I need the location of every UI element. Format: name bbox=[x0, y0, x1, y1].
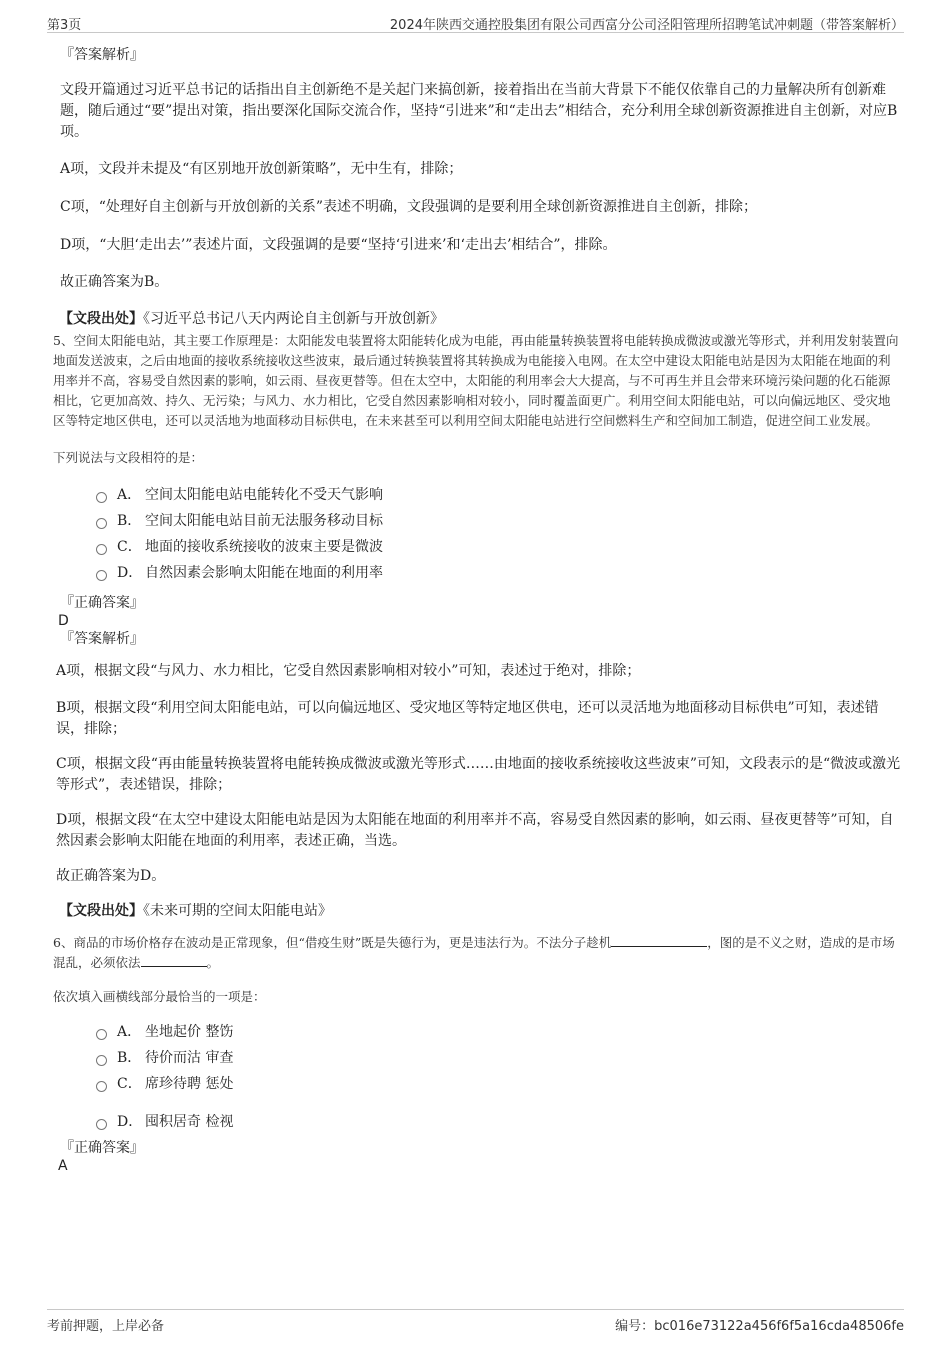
analysis-option-d: D项，根据文段“在太空中建设太阳能电站是因为太阳能在地面的利用率并不高，容易受自然因素的影响，如云雨、昼夜更替等”可知，自然因素会影响太阳能在地面的利用率，表述正确，当选。 bbox=[56, 812, 894, 849]
fill-blank-2 bbox=[141, 954, 207, 967]
question-5-text: 5、空间太阳能电站，其主要工作原理是：太阳能发电装置将太阳能转化成为电能，再由能量转换装置将电能转换成微波或激光等形式，并利用发射装置向地面发送波束，之后由地面的接收系统接收这些波束，最后通过转换装置将其转换成为电能接入电网。在太空中建设太阳能电站是因为太阳能在地面的利用率并不高，容易受自然因素的影响，如云雨、昼夜更替等。但在太空中，太阳能的利用率会大大提高，与不可再生并且会带来环境污染问题的化石能源相比，它更加高效、持久、无污染；与风力、水力相比，它受自然因素影响相对较小，同时覆盖面更广。利用空间太阳能电站，可以向偏远地区、受灾地区等特定地区供电，还可以灵活地为地面移动目标供电，在未来甚至可以利用空间太阳能电站进行空间燃料生产和空间加工制造，促进空间工业发展。 bbox=[53, 333, 899, 428]
option-a[interactable]: A． 坐地起价 整饬 bbox=[96, 1019, 901, 1045]
analysis-label: 『答案解析』 bbox=[60, 631, 144, 647]
radio-icon[interactable] bbox=[96, 570, 107, 581]
source-label: 【文段出处】 bbox=[59, 311, 143, 327]
correct-answer-label: 『正确答案』 bbox=[60, 1140, 144, 1156]
footer-slogan: 考前押题，上岸必备 bbox=[47, 1319, 165, 1334]
analysis-label: 『答案解析』 bbox=[60, 47, 144, 63]
analysis-conclusion: 故正确答案为D。 bbox=[56, 868, 166, 884]
analysis-intro: 文段开篇通过习近平总书记的话指出自主创新绝不是关起门来搞创新，接着指出在当前大背景下不能仅依靠自己的力量解决所有创新难题，随后通过“要”提出对策，指出要深化国际交流合作，坚持“引进来”和“走出去”相结合，充分利用全球创新资源推进自主创新，对应B项。 bbox=[60, 82, 898, 140]
document-id: 编号：bc016e73122a456f6f5a16cda48506fe bbox=[615, 1319, 904, 1334]
radio-icon[interactable] bbox=[96, 1029, 107, 1040]
radio-icon[interactable] bbox=[96, 1119, 107, 1130]
option-c[interactable]: C． 地面的接收系统接收的波束主要是微波 bbox=[96, 534, 901, 560]
analysis-option-a: A项，根据文段“与风力、水力相比，它受自然因素影响相对较小”可知，表述过于绝对，排除； bbox=[56, 663, 641, 679]
analysis-option-c: C项，“处理好自主创新与开放创新的关系”表述不明确，文段强调的是要利用全球创新资源推进自主创新，排除； bbox=[60, 199, 758, 215]
correct-answer: D bbox=[58, 613, 69, 629]
correct-answer: A bbox=[58, 1158, 68, 1174]
radio-icon[interactable] bbox=[96, 544, 107, 555]
option-b[interactable]: B． 空间太阳能电站目前无法服务移动目标 bbox=[96, 508, 901, 534]
page-number: 第3页 bbox=[47, 18, 82, 33]
radio-icon[interactable] bbox=[96, 492, 107, 503]
question-6-options bbox=[96, 1019, 901, 1135]
page-header bbox=[47, 12, 904, 33]
source-title: 《未来可期的空间太阳能电站》 bbox=[143, 903, 332, 919]
option-d[interactable]: D． 囤积居奇 检视 bbox=[96, 1109, 901, 1135]
document-body bbox=[53, 46, 901, 1175]
source-label: 【文段出处】 bbox=[59, 903, 143, 919]
radio-icon[interactable] bbox=[96, 1055, 107, 1066]
analysis-option-a: A项，文段并未提及“有区别地开放创新策略”，无中生有，排除； bbox=[60, 161, 463, 177]
question-5-prompt: 下列说法与文段相符的是： bbox=[53, 450, 204, 465]
question-6-text: 6、商品的市场价格存在波动是正常现象，但“借疫生财”既是失德行为，更是违法行为。不法分子趁机 ，图的是不义之财，造成的是市场混乱，必须依法 。 bbox=[53, 935, 895, 970]
option-d[interactable]: D． 自然因素会影响太阳能在地面的利用率 bbox=[96, 560, 901, 586]
option-c[interactable]: C． 席珍待聘 惩处 bbox=[96, 1071, 901, 1097]
page-footer bbox=[47, 1309, 904, 1334]
source-line bbox=[56, 901, 901, 921]
source-line bbox=[56, 309, 901, 329]
radio-icon[interactable] bbox=[96, 518, 107, 529]
analysis-conclusion: 故正确答案为B。 bbox=[60, 274, 169, 290]
document-title: 2024年陕西交通控股集团有限公司西富分公司泾阳管理所招聘笔试冲刺题（带答案解析） bbox=[389, 18, 904, 33]
correct-answer-label: 『正确答案』 bbox=[60, 595, 144, 611]
fill-blank-1 bbox=[611, 934, 707, 947]
question-5-options bbox=[96, 482, 901, 586]
question-6-prompt: 依次填入画横线部分最恰当的一项是： bbox=[53, 989, 266, 1004]
analysis-option-d: D项，“大胆‘走出去’”表述片面，文段强调的是要“坚持‘引进来’和‘走出去’相结合”，排除。 bbox=[60, 237, 617, 253]
source-title: 《习近平总书记八天内两论自主创新与开放创新》 bbox=[143, 311, 444, 327]
analysis-option-b: B项，根据文段“利用空间太阳能电站，可以向偏远地区、受灾地区等特定地区供电，还可以灵活地为地面移动目标供电”可知，表述错误，排除； bbox=[56, 700, 879, 737]
option-b[interactable]: B． 待价而沽 审查 bbox=[96, 1045, 901, 1071]
radio-icon[interactable] bbox=[96, 1081, 107, 1092]
option-a[interactable]: A． 空间太阳能电站电能转化不受天气影响 bbox=[96, 482, 901, 508]
analysis-option-c: C项，根据文段“再由能量转换装置将电能转换成微波或激光等形式……由地面的接收系统接收这些波束”可知，文段表示的是“微波或激光等形式”，表述错误，排除； bbox=[56, 756, 901, 793]
